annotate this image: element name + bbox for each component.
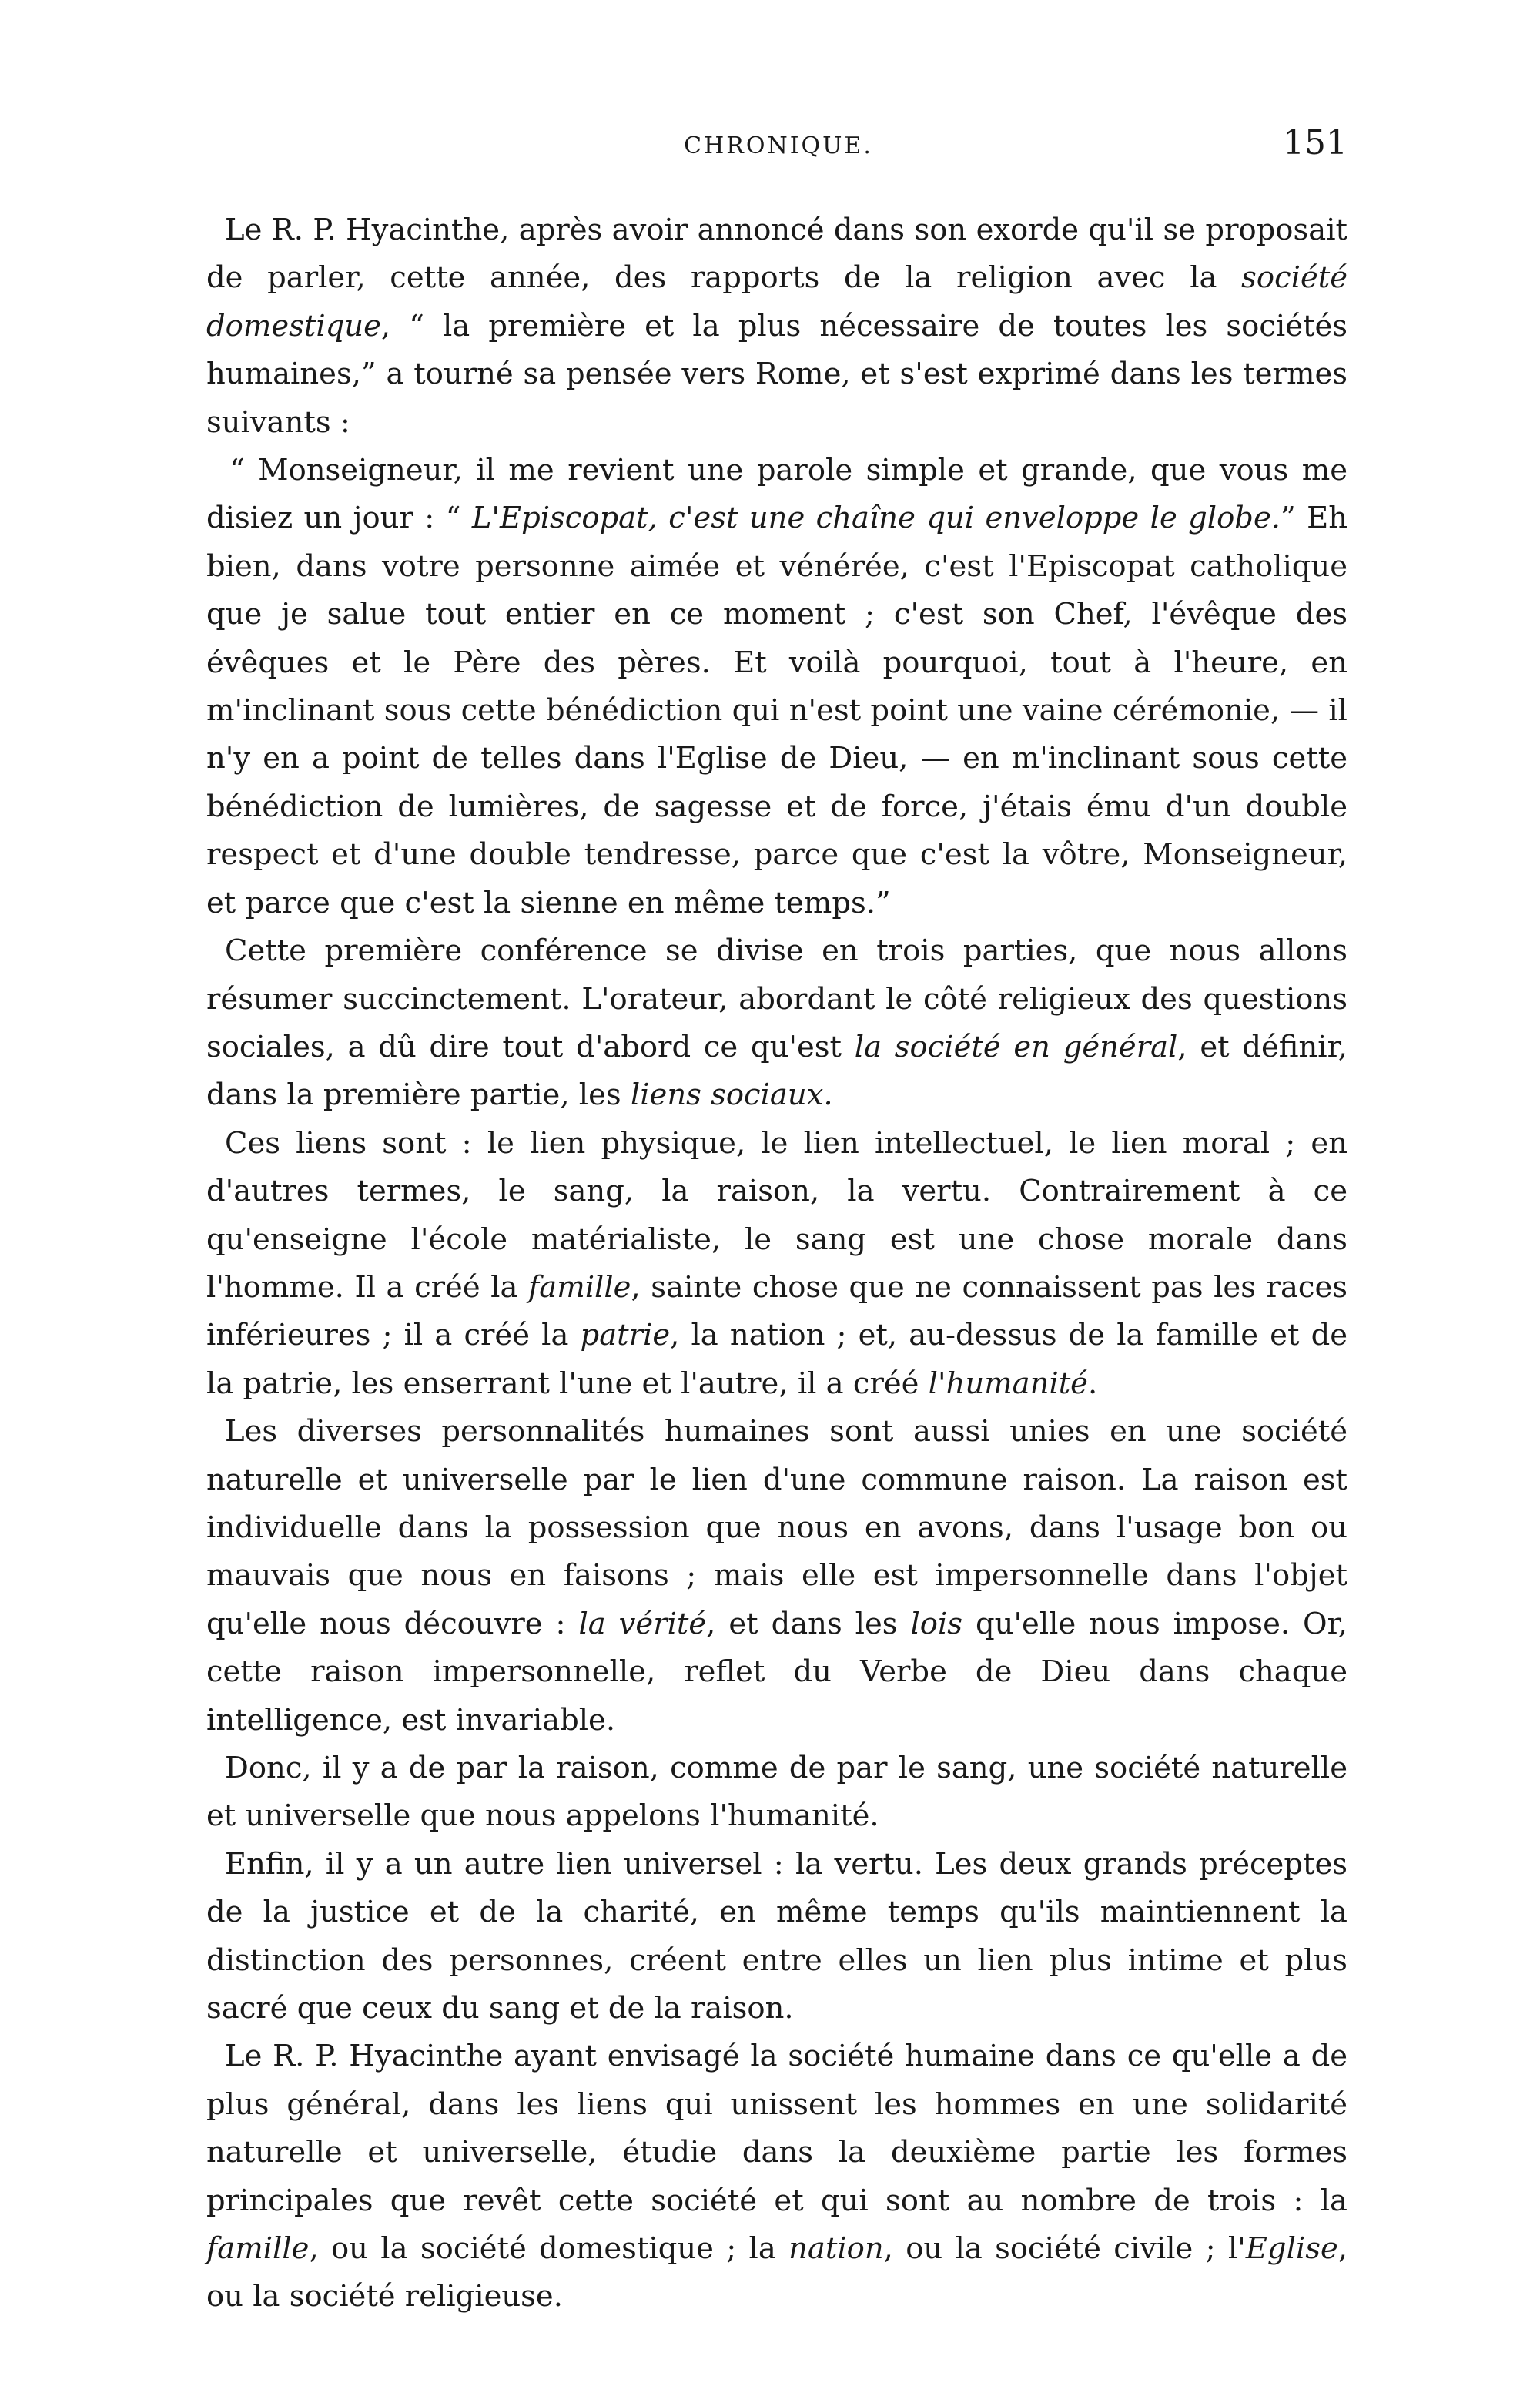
text-run: Le R. P. Hyacinthe, après avoir annoncé dans son exorde qu'il se proposait de parler, cette année, des rapports de la religion avec la [206,213,1348,296]
text-run: qu'elle nous impose. Or, cette raison impersonnelle, reflet du Verbe de Dieu dans chaque intelligence, est invariable. [206,1606,1348,1738]
text-run: , ou la société domestique ; la [309,2231,789,2267]
paragraph [206,447,1348,927]
body-text [206,206,1348,2321]
italic-run: la vérité [578,1606,707,1641]
text-run: , et définir, dans la première partie, les [206,1029,1348,1113]
text-run: , ou la société civile ; l' [883,2231,1246,2267]
text-run: Cette première conférence se divise en trois parties, que nous allons résumer succinctement. L'orateur, abordant le côté religieux des questions sociales, a dû dire tout d'abord ce qu'est [206,933,1348,1064]
text-run: Enfin, il y a un autre lien universel : la vertu. Les deux grands préceptes de la justice et de la charité, en même temps qu'ils maintiennent la distinction des personnes, créent entre elles un lien plus intime et plus sacré que ceux du sang et de la raison. [206,1846,1348,2026]
text-run: , “ la première et la plus nécessaire de toutes les sociétés humaines,” a tourné sa pensée vers Rome, et s'est exprimé dans les termes suivants : [206,308,1348,440]
italic-run: l'humanité [928,1366,1088,1401]
text-run: , sainte chose que ne connaissent pas les races inférieures ; il a créé la [206,1269,1348,1353]
text-run: , ou la société religieuse. [206,2231,1348,2314]
text-run: . [1087,1366,1098,1401]
italic-run: société domestique [206,260,1348,344]
running-head: CHRONIQUE. [684,132,873,159]
italic-run: famille [528,1269,631,1305]
italic-run: nation [788,2231,884,2267]
text-run: Donc, il y a de par la raison, comme de par le sang, une société naturelle et universelle que nous appelons l'humanité. [206,1751,1348,1834]
paragraph [206,1120,1348,1408]
text-run: “ Monseigneur, il me revient une parole simple et grande, que vous me disiez un jour : “ [206,453,1348,536]
paragraph [206,2033,1348,2321]
text-run: Les diverses personnalités humaines sont aussi unies en une société naturelle et universelle par le lien d'une commune raison. La raison est individuelle dans la possession que nous en avons, dans l'usage bon ou mauvais que nous en faisons ; mais elle est impersonnelle dans l'objet qu'elle nous découvre : [206,1414,1348,1641]
italic-run: liens sociaux. [630,1077,833,1113]
text-run: , et dans les [706,1606,911,1641]
page-number: 151 [1283,123,1348,163]
page-header [209,122,1348,168]
italic-run: lois [910,1606,963,1641]
paragraph [206,206,1348,447]
italic-run: Eglise [1245,2231,1338,2267]
paragraph [206,927,1348,1120]
text-run: ” Eh bien, dans votre personne aimée et vénérée, c'est l'Episcopat catholique que je salue tout entier en ce moment ; c'est son Chef, l'évêque des évêques et le Père des pères. Et voilà pourquoi, tout à l'heure, en m'inclinant sous cette bénédiction qui n'est point une vaine cérémonie, — il n'y en a point de telles dans l'Eglise de Dieu, — en m'inclinant sous cette bénédiction de lumières, de sagesse et de force, j'étais ému d'un double respect et d'une double tendresse, parce que c'est la vôtre, Monseigneur, et parce que c'est la sienne en même temps.” [206,501,1348,920]
italic-run: famille [206,2231,310,2267]
italic-run: L'Episcopat, c'est une chaîne qui enveloppe le globe. [471,501,1281,536]
paragraph [206,1744,1348,1841]
text-run: , la nation ; et, au-dessus de la famille et de la patrie, les enserrant l'une et l'autre, il a créé [206,1318,1348,1401]
paragraph [206,1408,1348,1744]
paragraph [206,1841,1348,2033]
text-run: Ces liens sont : le lien physique, le lien intellectuel, le lien moral ; en d'autres termes, le sang, la raison, la vertu. Contrairement à ce qu'enseigne l'école matérialiste, le sang est une chose morale dans l'homme. Il a créé la [206,1125,1348,1305]
italic-run: la société en général [854,1029,1178,1064]
text-run: Le R. P. Hyacinthe ayant envisagé la société humaine dans ce qu'elle a de plus général, dans les liens qui unissent les hommes en une solidarité naturelle et universelle, étudie dans la deuxième partie les formes principales que revêt cette société et qui sont au nombre de trois : la [206,2039,1348,2218]
italic-run: patrie [580,1318,671,1353]
